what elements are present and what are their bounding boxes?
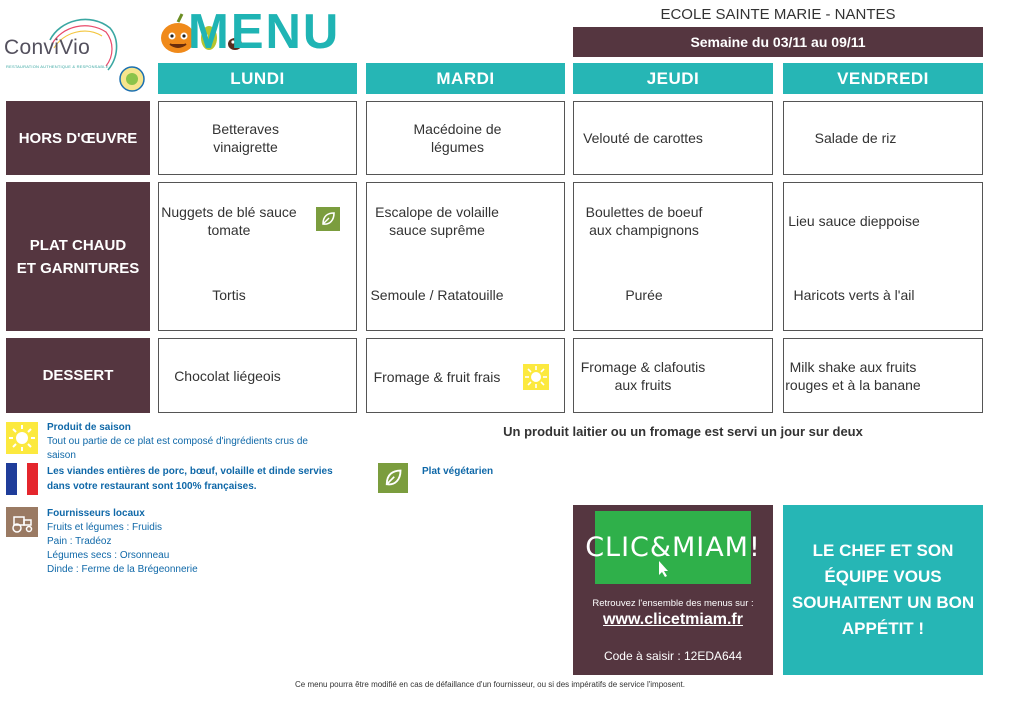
menu-title: MENU (188, 5, 341, 59)
menu-cell-plat-lundi (158, 182, 357, 331)
footer-note: Ce menu pourra être modifié en cas de défaillance d'un fournisseur, ou si des impératifs de service l'imposent. (295, 680, 685, 689)
menu-cell-dessert-vendredi: Milk shake aux fruits rouges et à la banane (783, 338, 983, 413)
legend-veg-text: Plat végétarien (422, 466, 494, 477)
dessert-dish: Fromage & fruit frais (373, 369, 501, 385)
menu-cell-hors-doeuvre-vendredi: Salade de riz (783, 101, 983, 175)
leaf-icon (316, 207, 340, 231)
legend-french-text: Les viandes entières de porc, bœuf, volaille et dinde servies dans votre restaurant sont 100% françaises. (47, 466, 333, 492)
menu-cell-dessert-mardi (366, 338, 565, 413)
day-header-vendredi: VENDREDI (783, 63, 983, 94)
day-header-lundi: LUNDI (158, 63, 357, 94)
main-dish: Lieu sauce dieppoise (788, 213, 920, 229)
clicetmiam-link[interactable]: www.clicetmiam.fr (603, 611, 743, 628)
legend-season-text: Tout ou partie de ce plat est composé d'ingrédients crus de saison (47, 436, 308, 461)
clicetmiam-logo (585, 511, 761, 584)
menu-cell-plat-mardi (366, 182, 565, 331)
side-dish: Semoule / Ratatouille (370, 287, 504, 303)
row-header-dessert: DESSERT (6, 338, 150, 413)
menu-cell-plat-jeudi (573, 182, 773, 331)
school-name: ECOLE SAINTE MARIE - NANTES (660, 6, 896, 23)
row-header-hors-doeuvre: HORS D'ŒUVRE (6, 101, 150, 175)
logo-wordmark: ConviVio (4, 36, 91, 59)
main-dish: Nuggets de blé sauce tomate (161, 204, 297, 238)
clicetmiam-logo-text: CLIC&MIAM! (585, 532, 761, 563)
logo-tagline: RESTAURATION AUTHENTIQUE & RESPONSABLE (6, 64, 109, 69)
menu-cell-hors-doeuvre-jeudi: Velouté de carottes (573, 101, 773, 175)
clicetmiam-code: Code à saisir : 12EDA644 (603, 649, 743, 663)
tractor-icon (6, 507, 38, 537)
menu-cell-hors-doeuvre-mardi: Macédoine de légumes (366, 101, 565, 175)
day-header-jeudi: JEUDI (573, 63, 773, 94)
menu-cell-dessert-jeudi: Fromage & clafoutis aux fruits (573, 338, 773, 413)
sun-icon (523, 364, 549, 390)
side-dish: Tortis (212, 287, 246, 303)
legend-local-title: Fournisseurs locaux (47, 508, 145, 519)
french-flag-icon (6, 463, 38, 495)
convivio-logo (4, 14, 116, 84)
main-dish: Escalope de volaille sauce suprême (375, 204, 499, 238)
legend-local-line: Légumes secs : Orsonneau (47, 550, 170, 561)
menu-cell-plat-vendredi (783, 182, 983, 331)
week-banner: Semaine du 03/11 au 09/11 (573, 27, 983, 57)
clicetmiam-panel (573, 505, 773, 675)
ecocert-badge-icon (116, 66, 148, 92)
menu-cell-dessert-lundi: Chocolat liégeois (158, 338, 357, 413)
chef-message-panel: LE CHEF ET SON ÉQUIPE VOUS SOUHAITENT UN BON APPÉTIT ! (783, 505, 983, 675)
legend-season-title: Produit de saison (47, 422, 131, 433)
main-dish: Boulettes de boeuf aux champignons (585, 204, 703, 238)
side-dish: Purée (625, 287, 663, 303)
day-header-mardi: MARDI (366, 63, 565, 94)
cursor-icon (651, 557, 673, 579)
leaf-icon (378, 463, 408, 493)
side-dish: Haricots verts à l'ail (793, 287, 915, 303)
legend-local-line: Pain : Tradéoz (47, 536, 112, 547)
dairy-note: Un produit laitier ou un fromage est servi un jour sur deux (503, 424, 863, 439)
legend-local-line: Fruits et légumes : Fruidis (47, 522, 163, 533)
clicetmiam-retrouvez: Retrouvez l'ensemble des menus sur : (592, 598, 754, 609)
sun-icon (6, 422, 38, 454)
legend-local-line: Dinde : Ferme de la Brégeonnerie (47, 564, 198, 575)
row-header-plat-chaud: PLAT CHAUD ET GARNITURES (6, 182, 150, 331)
menu-cell-hors-doeuvre-lundi: Betteraves vinaigrette (158, 101, 357, 175)
